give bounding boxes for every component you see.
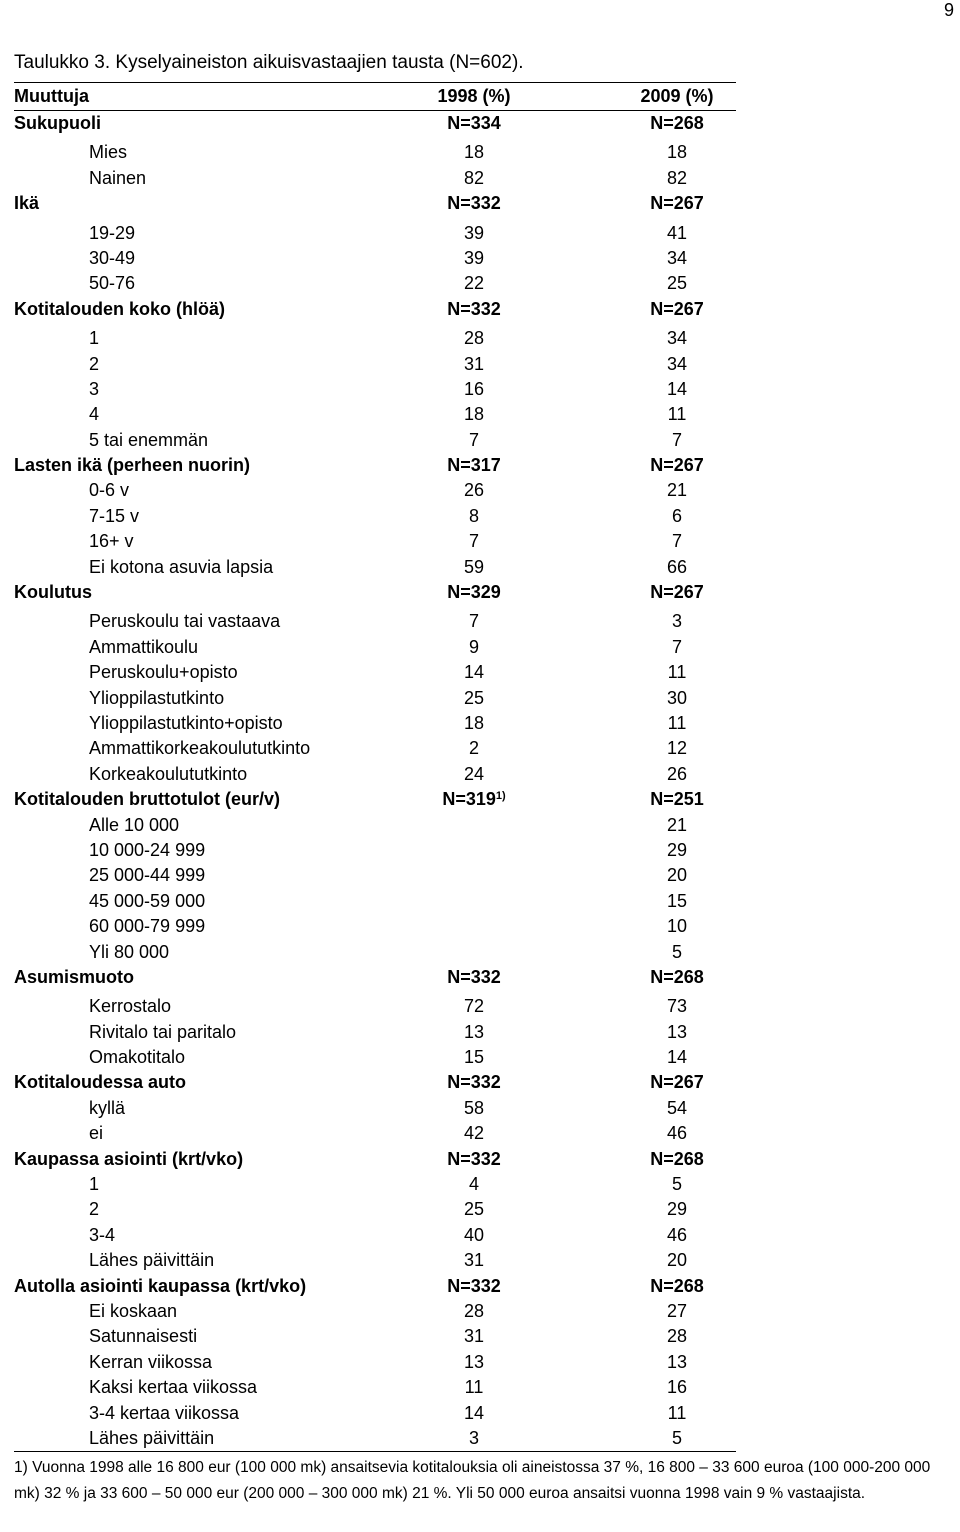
- row-label: Alle 10 000: [89, 814, 180, 835]
- value-2009: 3: [671, 611, 682, 632]
- value-1998: 18: [463, 142, 485, 163]
- value-2009: 34: [666, 328, 688, 349]
- row-label: 2: [89, 353, 100, 374]
- n-value-1998: N=334: [447, 113, 501, 133]
- table-row: [14, 660, 736, 685]
- section-n-1998: [414, 787, 534, 815]
- row-label: 0-6 v: [89, 480, 130, 501]
- value-2009: 11: [667, 712, 687, 733]
- value-1998: 18: [463, 712, 485, 733]
- section-label: Kotitalouden bruttotulot (eur/v): [14, 789, 280, 810]
- section-n-1998: [414, 111, 534, 136]
- value-1998: 31: [463, 1326, 485, 1347]
- value-1998: 7: [468, 429, 479, 450]
- table-row: [14, 1197, 736, 1222]
- table-row: [14, 635, 736, 660]
- value-2009: 11: [667, 404, 687, 425]
- n-value-1998: N=332: [447, 193, 501, 214]
- table-row: [14, 914, 736, 939]
- row-label: 5 tai enemmän: [89, 429, 209, 450]
- row-label: Ei koskaan: [89, 1300, 178, 1321]
- table-row: [14, 1375, 736, 1400]
- table-row: [14, 1248, 736, 1273]
- table-header-row: [14, 83, 736, 111]
- value-1998: 28: [463, 328, 485, 349]
- row-label: 30-49: [89, 247, 136, 268]
- table-row: [14, 1426, 736, 1452]
- value-2009: 82: [666, 167, 688, 188]
- section-n-1998: [414, 1147, 534, 1172]
- value-2009: 21: [666, 480, 688, 501]
- value-2009: 34: [666, 247, 688, 268]
- value-2009: 41: [666, 222, 688, 243]
- n-value-1998: N=319: [442, 789, 496, 810]
- table-row: [14, 889, 736, 914]
- table-row: [14, 1121, 736, 1146]
- header-1998: 1998 (%): [437, 86, 511, 106]
- table-body: [14, 111, 736, 1452]
- table-row: [14, 402, 736, 427]
- row-label: 60 000-79 999: [89, 916, 206, 937]
- section-label: Kotitaloudessa auto: [14, 1072, 187, 1093]
- value-1998: 24: [463, 763, 485, 784]
- section-n-2009: N=267: [650, 298, 704, 319]
- value-2009: 5: [671, 941, 682, 962]
- value-2009: 10: [666, 916, 688, 937]
- value-2009: 29: [666, 839, 688, 860]
- value-2009: 11: [667, 1402, 687, 1423]
- row-label: 50-76: [89, 273, 136, 294]
- value-2009: 13: [666, 1021, 688, 1042]
- section-n-2009: N=251: [650, 789, 704, 810]
- row-label: Kaksi kertaa viikossa: [89, 1377, 258, 1398]
- table-row: [14, 940, 736, 965]
- section-n-1998: [414, 191, 534, 216]
- section-header-row: [14, 453, 736, 478]
- row-label: Satunnaisesti: [89, 1326, 198, 1347]
- table-row: [14, 1324, 736, 1349]
- value-2009: 14: [666, 378, 688, 399]
- table-row: [14, 478, 736, 503]
- n-value-1998: N=329: [447, 582, 501, 603]
- n-value-1998: N=332: [447, 1072, 501, 1093]
- table-row: [14, 1401, 736, 1426]
- value-1998: 25: [463, 1199, 485, 1220]
- table-row: [14, 1172, 736, 1197]
- value-2009: 21: [666, 814, 688, 835]
- value-1998: 39: [463, 247, 485, 268]
- section-n-1998: [414, 965, 534, 990]
- table-row: [14, 1096, 736, 1121]
- section-label: Autolla asiointi kaupassa (krt/vko): [14, 1275, 307, 1296]
- n-value-1998: N=332: [447, 1148, 501, 1169]
- row-label: 7-15 v: [89, 505, 140, 526]
- table-row: [14, 428, 736, 453]
- value-2009: 6: [671, 505, 682, 526]
- value-2009: 7: [671, 429, 682, 450]
- footnote: 1) Vuonna 1998 alle 16 800 eur (100 000 mk) ansaitsevia kotitalouksia oli aineistossa 37 %, 16 800 – 33 600 euroa (100 000-200 000 mk) 32 % ja 33 600 – 50 000 eur (200 000 – 300 000 mk) 21 %. Yli 50 000 euroa ansaitsi vuonna 1998 vain 9 % vastaajista.: [14, 1459, 931, 1502]
- value-2009: 28: [666, 1326, 688, 1347]
- section-label: Lasten ikä (perheen nuorin): [14, 455, 251, 476]
- value-2009: 12: [666, 738, 688, 759]
- row-label: Nainen: [89, 167, 147, 188]
- value-1998: 25: [463, 687, 485, 708]
- section-label: Koulutus: [14, 582, 92, 603]
- page-number: 9: [943, 0, 954, 20]
- value-2009: 30: [666, 687, 688, 708]
- value-2009: 73: [666, 996, 688, 1017]
- value-2009: 13: [666, 1351, 688, 1372]
- row-label: Peruskoulu+opisto: [89, 662, 238, 683]
- section-n-1998: [414, 580, 534, 605]
- value-2009: 14: [666, 1047, 688, 1068]
- row-label: Peruskoulu tai vastaava: [89, 611, 281, 632]
- value-2009: 29: [666, 1199, 688, 1220]
- value-1998: 31: [463, 1250, 485, 1271]
- value-1998: 59: [463, 556, 485, 577]
- value-1998: 4: [468, 1174, 479, 1195]
- row-label: 10 000-24 999: [89, 839, 206, 860]
- value-2009: 54: [666, 1097, 688, 1118]
- section-header-row: [14, 297, 736, 322]
- footnote-marker: 1): [495, 790, 506, 803]
- section-n-1998: [414, 1070, 534, 1095]
- header-2009: 2009 (%): [640, 86, 714, 106]
- section-n-2009: N=267: [650, 193, 704, 214]
- value-1998: 16: [463, 378, 485, 399]
- value-2009: 16: [666, 1377, 688, 1398]
- section-header-row: [14, 1070, 736, 1095]
- value-2009: 46: [666, 1224, 688, 1245]
- section-label: Sukupuoli: [14, 113, 101, 133]
- section-n-2009: N=268: [650, 113, 704, 133]
- table-row: [14, 221, 736, 246]
- value-1998: 26: [463, 480, 485, 501]
- row-label: ei: [89, 1123, 104, 1144]
- section-header-row: [14, 787, 736, 812]
- table-row: [14, 711, 736, 736]
- row-label: 1: [89, 328, 100, 349]
- section-header-row: [14, 111, 736, 136]
- row-label: Omakotitalo: [89, 1047, 186, 1068]
- row-label: 3-4: [89, 1224, 116, 1245]
- value-1998: 58: [463, 1097, 485, 1118]
- row-label: Ylioppilastutkinto: [89, 687, 225, 708]
- value-1998: 15: [463, 1047, 485, 1068]
- value-1998: 7: [468, 611, 479, 632]
- value-1998: 2: [468, 738, 479, 759]
- row-label: 45 000-59 000: [89, 890, 206, 911]
- table-row: [14, 529, 736, 554]
- header-variable: Muuttuja: [14, 86, 89, 106]
- value-2009: 18: [666, 142, 688, 163]
- row-label: Ylioppilastutkinto+opisto: [89, 712, 283, 733]
- table-row: [14, 352, 736, 377]
- table-row: [14, 271, 736, 296]
- n-value-1998: N=332: [447, 966, 501, 987]
- row-label: 3-4 kertaa viikossa: [89, 1402, 240, 1423]
- row-label: Ammattikorkeakoulututkinto: [89, 738, 311, 759]
- section-n-1998: [414, 453, 534, 478]
- row-label: Kerran viikossa: [89, 1351, 213, 1372]
- value-2009: 11: [667, 662, 687, 683]
- value-1998: 11: [464, 1377, 484, 1398]
- value-1998: 22: [463, 273, 485, 294]
- value-2009: 46: [666, 1123, 688, 1144]
- section-header-row: [14, 1274, 736, 1299]
- value-1998: 39: [463, 222, 485, 243]
- table-row: [14, 838, 736, 863]
- section-label: Ikä: [14, 193, 40, 214]
- value-2009: 7: [671, 636, 682, 657]
- value-1998: 8: [468, 505, 479, 526]
- table-row: [14, 609, 736, 634]
- row-label: 25 000-44 999: [89, 865, 206, 886]
- value-1998: 40: [463, 1224, 485, 1245]
- table-row: [14, 1045, 736, 1070]
- row-label: Korkeakoulututkinto: [89, 763, 248, 784]
- table-row: [14, 736, 736, 761]
- row-label: Lähes päivittäin: [89, 1427, 215, 1448]
- value-2009: 27: [666, 1300, 688, 1321]
- value-1998: 13: [463, 1351, 485, 1372]
- section-label: Asumismuoto: [14, 966, 135, 987]
- table-row: [14, 555, 736, 580]
- row-label: 3: [89, 378, 100, 399]
- table-row: [14, 140, 736, 165]
- value-1998: 9: [468, 636, 479, 657]
- table-row: [14, 1020, 736, 1045]
- row-label: Kerrostalo: [89, 996, 172, 1017]
- table-row: [14, 994, 736, 1019]
- table-row: [14, 686, 736, 711]
- value-1998: 82: [463, 167, 485, 188]
- value-1998: 72: [463, 996, 485, 1017]
- row-label: Ammattikoulu: [89, 636, 199, 657]
- row-label: 16+ v: [89, 531, 134, 552]
- value-1998: 14: [463, 1402, 485, 1423]
- value-1998: 18: [463, 404, 485, 425]
- section-n-2009: N=267: [650, 1072, 704, 1093]
- section-label: Kaupassa asiointi (krt/vko): [14, 1148, 244, 1169]
- value-1998: 14: [463, 662, 485, 683]
- value-1998: 13: [463, 1021, 485, 1042]
- table-row: [14, 1350, 736, 1375]
- section-header-row: [14, 191, 736, 216]
- row-label: 1: [89, 1174, 100, 1195]
- section-n-1998: [414, 1274, 534, 1299]
- section-n-2009: N=268: [650, 1148, 704, 1169]
- section-label: Kotitalouden koko (hlöä): [14, 298, 225, 319]
- row-label: 19-29: [89, 222, 136, 243]
- value-2009: 34: [666, 353, 688, 374]
- n-value-1998: N=332: [447, 298, 501, 319]
- value-1998: 42: [463, 1123, 485, 1144]
- section-header-row: [14, 965, 736, 990]
- row-label: 4: [89, 404, 100, 425]
- value-1998: 28: [463, 1300, 485, 1321]
- value-1998: 7: [468, 531, 479, 552]
- value-2009: 66: [666, 556, 688, 577]
- row-label: Rivitalo tai paritalo: [89, 1021, 237, 1042]
- table-row: [14, 377, 736, 402]
- row-label: Lähes päivittäin: [89, 1250, 215, 1271]
- n-value-1998: N=332: [447, 1275, 501, 1296]
- table-row: [14, 1223, 736, 1248]
- table-row: [14, 246, 736, 271]
- section-n-2009: N=268: [650, 966, 704, 987]
- value-2009: 20: [666, 1250, 688, 1271]
- value-2009: 7: [671, 531, 682, 552]
- section-header-row: [14, 580, 736, 605]
- value-2009: 20: [666, 865, 688, 886]
- background-table: [14, 82, 736, 1452]
- table-row: [14, 813, 736, 838]
- row-label: Mies: [89, 142, 128, 163]
- n-value-1998: N=317: [447, 455, 501, 476]
- value-2009: 26: [666, 763, 688, 784]
- value-2009: 5: [671, 1427, 682, 1448]
- value-2009: 15: [666, 890, 688, 911]
- row-label: 2: [89, 1199, 100, 1220]
- table-caption: Taulukko 3. Kyselyaineiston aikuisvastaajien tausta (N=602).: [14, 52, 524, 73]
- value-1998: 31: [463, 353, 485, 374]
- section-n-2009: N=267: [650, 455, 704, 476]
- value-2009: 25: [666, 273, 688, 294]
- table-row: [14, 504, 736, 529]
- table-row: [14, 762, 736, 787]
- row-label: Ei kotona asuvia lapsia: [89, 556, 274, 577]
- table-row: [14, 1299, 736, 1324]
- section-n-2009: N=267: [650, 582, 704, 603]
- section-n-2009: N=268: [650, 1275, 704, 1296]
- section-header-row: [14, 1147, 736, 1172]
- section-n-1998: [414, 297, 534, 322]
- value-1998: 3: [468, 1427, 479, 1448]
- table-row: [14, 326, 736, 351]
- row-label: kyllä: [89, 1097, 126, 1118]
- row-label: Yli 80 000: [89, 941, 170, 962]
- table-row: [14, 166, 736, 191]
- table-row: [14, 863, 736, 888]
- value-2009: 5: [671, 1174, 682, 1195]
